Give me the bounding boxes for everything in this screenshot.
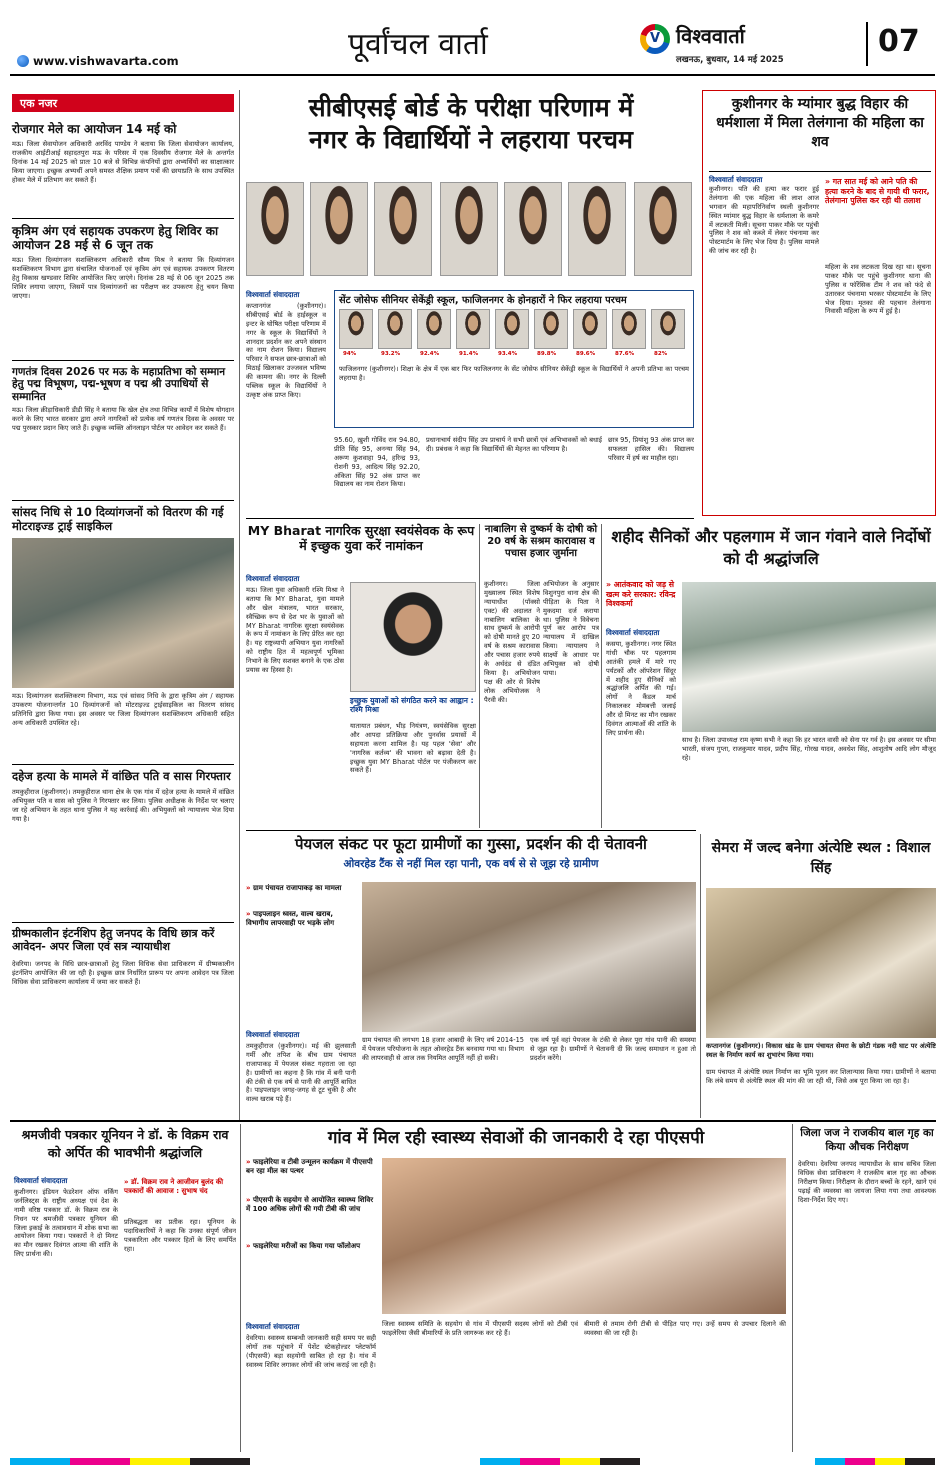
rashmi-mishra-photo bbox=[350, 582, 476, 692]
ek-nazar-column bbox=[12, 94, 234, 1114]
divider bbox=[12, 922, 234, 923]
student-photo bbox=[339, 309, 373, 349]
column-divider bbox=[239, 90, 240, 1120]
divider bbox=[12, 360, 234, 361]
brand-name: विश्ववार्ता bbox=[676, 24, 745, 48]
globe-icon bbox=[17, 55, 29, 67]
semra-body: ग्राम पंचायत में अंत्येष्टि स्थल निर्माण का भूमि पूजन कर शिलान्यास किया गया। ग्रामीणों ने बताया कि लंबे समय से अंत्येष्टि स्थल की मांग की जा रही थी, जिसे अब पूरा किया जा रहा है। bbox=[706, 1068, 936, 1085]
divider bbox=[10, 1120, 936, 1122]
shaheed-body2: साथ है। जिला उपाध्यक्ष राम कृष्ण सभी ने कहा कि हर भारत वासी को सेना पर गर्व है। इस अवसर पर सीमा भारती, संजय गुप्ता, राजकुमार यादव, प्रदीप सिंह, गोरख यादव, अवधेश सिंह, आशुतोष आदि लोग मौजूद रहे। bbox=[682, 736, 936, 762]
divider bbox=[12, 764, 234, 765]
peyjal-headline: पेयजल संकट पर फूटा ग्रामीणों का गुस्सा, प्रदर्शन की दी चेतावनी bbox=[295, 835, 647, 853]
peyjal-bullet-2: » पाइपलाइन ध्वस्त, वाल्व खराब, विभागीय लापरवाही पर भड़के लोग bbox=[246, 910, 356, 928]
ek-nazar-tag: एक नजर bbox=[12, 94, 234, 112]
city-date: लखनऊ, बुधवार, 14 मई 2025 bbox=[676, 55, 784, 65]
website-url[interactable]: www.vishwavarta.com bbox=[33, 54, 179, 68]
brand-logo-icon: V bbox=[640, 24, 670, 54]
shramjeevi-headline: श्रमजीवी पत्रकार यूनियन ने डॉ. के विक्रम राव को अर्पित की भावभीनी श्रद्धांजलि bbox=[21, 1127, 229, 1160]
pss-body: देवरिया। स्वास्थ्य सम्बन्धी जानकारी सही समय पर सही लोगों तक पहुंचाने में पेशेंट स्टेकहोल्डर प्लेटफॉर्म (पीएसपी) बड़ा सहयोगी साबित हो रहा है। गांव में स्वास्थ्य शिविर लगाकर लोगों की जांच कराई जा रही है। bbox=[246, 1334, 376, 1369]
shramjeevi-pull-quote: » डॉ. विक्रम राव ने आजीवन बुलंद की पत्रकारों की आवाज : सुभाष चंद bbox=[124, 1178, 236, 1196]
registration-bar-magenta bbox=[520, 1458, 560, 1465]
semra-caption: कप्तानगंज (कुशीनगर)। विकास खंड के ग्राम पंचायत सेमरा के छोटी गंडक नदी घाट पर अंत्येष्टि स्थल के निर्माण कार्य का शुभारंभ किया गया। bbox=[706, 1042, 936, 1059]
pss-headline: गांव में मिल रही स्वास्थ्य सेवाओं की जानकारी दे रहा पीएसपी bbox=[327, 1128, 705, 1148]
pss-bullet-3: » फाइलेरिया मरीजों का किया गया फॉलोअप bbox=[246, 1242, 376, 1251]
kushinagar-pull-quote: » गत सात मई को आने पति की हत्या करने के बाद से गायी थी फरार, तेलंगाना पुलिस कर रही थी तलाश bbox=[825, 177, 931, 206]
nabalig-body: कुशीनगर। जिला मुख्यालय स्थित विशेष न्यायाधीश (पॉक्सो एक्ट) की अदालत ने नाबालिग बालिका के साथ दुष्कर्म के आरोपी को दोषी मानते हुए 20 वर्ष के सश्रम कारावास और पचास हजार रुपये के अर्थदंड से दंडित किया है। अभियोजन पक्ष की ओर से विशेष लोक अभियोजक ने पैरवी की। bbox=[484, 580, 540, 704]
header-rule bbox=[10, 74, 935, 76]
kushinagar-byline: विश्ववार्ता संवाददाता bbox=[709, 175, 763, 184]
student-photo bbox=[504, 182, 562, 276]
mybharat-caption: इच्छुक युवाओं को संगठित करने का आह्वान : रश्मि मिश्रा bbox=[350, 696, 474, 715]
registration-bar-yellow bbox=[875, 1458, 905, 1465]
student-portraits bbox=[246, 182, 696, 282]
registration-bar-black bbox=[190, 1458, 250, 1465]
fazilnagar-inset bbox=[334, 290, 694, 428]
kushinagar-body: कुशीनगर। पति की हत्या कर फरार हुई तेलंगाना की एक महिला की लाश आज भगवान की महापरिनिर्वाण स्थली कुशीनगर स्थित म्यांमार बुद्ध विहार के धर्मशाला के कमरे में लटकती मिली। सूचना पाकर मौके पर पहुंची पुलिस ने शव को कब्जे में लेकर पंचनामा कर पोस्टमार्टम के लिए भेज दिया है। पुलिस मामले की जांच कर रही है। bbox=[709, 185, 819, 256]
peyjal-byline: विश्ववार्ता संवाददाता bbox=[246, 1030, 300, 1039]
page-separator bbox=[866, 22, 868, 66]
pss-col2: जिला स्वास्थ्य समिति के सहयोग से गांव में पीएसपी सदस्य लोगों को टीबी एवं फाइलेरिया जैसी बीमारियों के प्रति जागरूक कर रहे हैं। bbox=[382, 1320, 578, 1337]
item-title-5: दहेज हत्या के मामले में वांछित पति व सास गिरफ्तार bbox=[12, 769, 231, 783]
peyjal-col3: एक वर्ष पूर्व वहां पेयजल के टंकी से लेकर पूरा गांव पानी की समस्या से जूझ रहा है। ग्रामीणों ने चेतावनी दी कि जल्द समाधान न हुआ तो प्रदर्शन करेंगे। bbox=[530, 1036, 696, 1062]
divider bbox=[709, 171, 931, 172]
student-photo bbox=[440, 182, 498, 276]
divider bbox=[12, 500, 234, 501]
item-body-5: तमकुहीराज (कुशीनगर)। तमकुहीराज थाना क्षेत्र के एक गांव में दहेज हत्या के मामले में वांछित अभियुक्त पति व सास को पुलिस ने गिरफ्तार कर लिया। पुलिस अधीक्षक के निर्देश पर चलाए जा रहे अभियान के तहत थाना पुलिस ने यह कार्रवाई की। अभियुक्तों को न्यायालय भेज दिया गया है। bbox=[12, 788, 234, 823]
student-photo bbox=[495, 309, 529, 349]
inset-body: फाजिलनगर (कुशीनगर)। शिक्षा के क्षेत्र में एक बार फिर फाजिलनगर के सेंट जोसेफ सीनियर सेकेंड्री स्कूल के विद्यार्थियों ने अपनी प्रतिभा का परचम लहराया है। bbox=[339, 365, 689, 382]
column-divider bbox=[601, 524, 602, 828]
nabalig-col2: अभियोजन के अनुसार विशुनपुरा थाना क्षेत्र की पीड़िता के पिता ने मुकदमा दर्ज कराया था। पुलिस ने विवेचना पूर्ण कर आरोप पत्र न्यायालय में दाखिल किया। न्यायालय ने साक्ष्यों के आधार पर अभियुक्त को दोषी पाया। bbox=[543, 580, 599, 677]
pss-byline: विश्ववार्ता संवाददाता bbox=[246, 1322, 300, 1331]
divider bbox=[246, 830, 696, 831]
zilajaj-body: देवरिया। देवरिया जनपद न्यायाधीश के साथ सचिव जिला विधिक सेवा प्राधिकरण ने राजकीय बाल गृह का औचक निरीक्षण किया। निरीक्षण के दौरान बच्चों के रहने, खाने एवं पढ़ाई की व्यवस्था का जायजा लिया गया तथा आवश्यक दिशा-निर्देश दिए गए। bbox=[798, 1160, 936, 1204]
student-photo bbox=[456, 309, 490, 349]
mybharat-headline: MY Bharat नागरिक सुरक्षा स्वयंसेवक के रूप में इच्छुक युवा करें नामांकन bbox=[247, 523, 475, 553]
student-photo bbox=[568, 182, 626, 276]
student-photo bbox=[310, 182, 368, 276]
shaheed-body: कसया, कुशीनगर। नगर स्थित गांधी चौक पर पहलगाम आतंकी हमले में मारे गए पर्यटकों और ऑपरेशन सिंदूर में शहीद हुए सैनिकों को श्रद्धांजलि अर्पित की गई। लोगों ने कैंडल मार्च निकालकर मोमबत्ती जलाई और दो मिनट का मौन रखकर दिवंगत आत्माओं की शांति के लिए प्रार्थना की। bbox=[606, 640, 676, 737]
peyjal-subheadline: ओवरहेड टैंक से नहीं मिल रहा पानी, एक वर्ष से से जूझ रहे ग्रामीण bbox=[343, 858, 599, 870]
column-divider bbox=[700, 834, 701, 1118]
item-body-3: मऊ। जिला क्रीड़ाधिकारी डीडी सिंह ने बताया कि खेल क्षेत्र तथा विभिन्न कार्यों में विशेष योगदान करने के लिए भारत सरकार द्वारा अपने नागरिकों को प्रत्येक वर्ष गणतंत्र दिवस के अवसर पर पद्म पुरस्कार प्रदान किए जाते हैं। इच्छुक व्यक्ति ऑनलाइन पोर्टल पर आवेदन कर सकते हैं। bbox=[12, 406, 234, 432]
candle-march-photo bbox=[682, 582, 936, 732]
lead-headline bbox=[246, 92, 696, 156]
item-title-3: गणतंत्र दिवस 2026 पर मऊ के महाप्रतिभा को सम्मान हेतु पद्म विभूषण, पद्म-भूषण व पद्म श्री उपाधियों से सम्मानित bbox=[12, 366, 226, 403]
student-photo bbox=[573, 309, 607, 349]
shaheed-pull-quote: » आतंकवाद को जड़ से खत्म करे सरकार: रविन्द्र विश्वकर्मा bbox=[606, 580, 676, 609]
registration-bar-cyan bbox=[10, 1458, 70, 1465]
registration-bar-cyan bbox=[815, 1458, 845, 1465]
item-body-4: मऊ। दिव्यांगजन सशक्तिकरण विभाग, मऊ एवं सांसद निधि के द्वारा कृत्रिम अंग / सहायक उपकरण योजनान्तर्गत 10 दिव्यांगजनों को मोटराइज्ड ट्राईसाइकिल का वितरण सांसद प्रतिनिधि द्वारा किया गया। इस अवसर पर जिला दिव्यांगजन सशक्तिकरण अधिकारी सहित अन्य अधिकारी उपस्थित रहे। bbox=[12, 692, 234, 727]
mybharat-body: मऊ। जिला युवा अधिकारी रश्मि मिश्रा ने बताया कि MY Bharat, युवा मामले और खेल मंत्रालय, भारत सरकार, स्वैच्छिक रूप से देश भर के युवाओं को MY Bharat नागरिक सुरक्षा स्वयंसेवक के रूप में नामांकन के लिए प्रेरित कर रहा है। यह राष्ट्रव्यापी अभियान युवा नागरिकों को राष्ट्रीय हित में महत्वपूर्ण भूमिका निभाने के लिए सशक्त बनाने के एक ठोस प्रयास का हिस्सा है। bbox=[246, 586, 344, 675]
lead-byline: विश्ववार्ता संवाददाता bbox=[246, 290, 300, 299]
divider bbox=[12, 218, 234, 219]
lead-headline-line2: नगर के विद्यार्थियों ने लहराया परचम bbox=[309, 125, 633, 154]
column-divider bbox=[240, 1124, 241, 1452]
item-title-1: रोजगार मेले का आयोजन 14 मई को bbox=[12, 122, 177, 136]
student-photo bbox=[651, 309, 685, 349]
header bbox=[0, 0, 945, 76]
shramjeevi-col2: प्रतिबद्धता का प्रतीक रहा। यूनियन के पदाधिकारियों ने कहा कि उनका संपूर्ण जीवन पत्रकारिता और पत्रकार हितों के लिए समर्पित रहा। bbox=[124, 1218, 236, 1253]
villagers-protest-photo bbox=[362, 882, 696, 1032]
inset-scores: 94% 93.2% 92.4% 91.4% 93.4% 89.8% 89.6% 87.6% 82% bbox=[343, 351, 668, 357]
lead-headline-line1: सीबीएसई बोर्ड के परीक्षा परिणाम में bbox=[308, 93, 634, 122]
registration-bar-cyan bbox=[480, 1458, 520, 1465]
registration-bar-magenta bbox=[845, 1458, 875, 1465]
registration-bar-black bbox=[905, 1458, 935, 1465]
kushinagar-box bbox=[702, 90, 936, 516]
registration-bar-black bbox=[600, 1458, 640, 1465]
item-title-6: ग्रीष्मकालीन इंटर्नशिप हेतु जनपद के विधि छात्र करें आवेदन- अपर जिला एवं सत्र न्यायाधीश bbox=[12, 927, 215, 953]
registration-bar-yellow bbox=[130, 1458, 190, 1465]
lead-col4: छात्र 95, प्रियांशु 93 अंक प्राप्त कर सफलता हासिल की। विद्यालय परिवार में हर्ष का माहौल रहा। bbox=[608, 436, 694, 462]
health-camp-photo bbox=[382, 1158, 786, 1314]
peyjal-col2: ग्राम पंचायत की लगभग 18 हजार आबादी के लिए वर्ष 2014-15 में पेयजल परियोजना के तहत ओवरहेड टैंक बनवाया गया था। विभाग की लापरवाही से आज तक नियमित आपूर्ति नहीं हो सकी। bbox=[362, 1036, 524, 1062]
item-body-2: मऊ। जिला दिव्यांगजन सशक्तिकरण अधिकारी सौम्य मिश्र ने बताया कि दिव्यांगजन सशक्तिकरण विभाग द्वारा संचालित योजनाओं एवं कृत्रिम अंग एवं सहायक उपकरण वितरण हेतु विकास खण्डवार शिविर आयोजित किए जाएंगे। दिनांक 28 मई से 06 जून 2025 तक शिविर लगाया जाएगा, जिसमें पात्र दिव्यांगजनों का परीक्षण कर उपकरण हेतु चयन किया जाएगा। bbox=[12, 256, 234, 300]
item-title-2: कृत्रिम अंग एवं सहायक उपकरण हेतु शिविर का आयोजन 28 मई से 6 जून तक bbox=[12, 224, 219, 253]
shaheed-headline: शहीद सैनिकों और पहलगाम में जान गंवाने वाले निर्दोषों को दी श्रद्धांजलि bbox=[611, 527, 931, 568]
section-title: पूर्वांचल वार्ता bbox=[348, 27, 488, 62]
mybharat-byline: विश्ववार्ता संवाददाता bbox=[246, 574, 300, 583]
tricycle-distribution-photo bbox=[12, 538, 234, 688]
item-body-1: मऊ। जिला सेवायोजन अधिकारी अरविंद पाण्डेय ने बताया कि जिला सेवायोजन कार्यालय, राजकीय आईटीआई सहादतपुरा मऊ के परिसर में एक दिवसीय रोजगार मेले के अन्तर्गत दिनांक 14 मई 2025 को प्रातः 10 बजे से विभिन्न कंपनियों द्वारा अभ्यर्थियों का साक्षात्कार किया जाएगा। इच्छुक अभ्यर्थी अपने समस्त शैक्षिक प्रमाण पत्रों की छायाप्रति के साथ उपस्थित होकर मेले में प्रतिभाग कर सकते हैं। bbox=[12, 140, 234, 184]
peyjal-bullet-1: » ग्राम पंचायत राजापाकड़ का मामला bbox=[246, 884, 356, 893]
mybharat-col2: यातायात प्रबंधन, भीड़ नियंत्रण, स्वयंसेविक सुरक्षा और आपदा प्रतिक्रिया और पुनर्वास प्रयासों में सहायता करना शामिल है। यह पहल 'सेवा' और 'नागरिक कर्तव्य' की भावना को बढ़ावा देती है। इच्छुक युवा MY Bharat पोर्टल पर पंजीकरण कर सकते हैं। bbox=[350, 722, 476, 775]
divider bbox=[246, 518, 694, 519]
column-divider bbox=[792, 1124, 793, 1452]
shramjeevi-byline: विश्ववार्ता संवाददाता bbox=[14, 1176, 68, 1185]
lead-col2: 95.60, ख़ुशी गोविंद राव 94.80, प्रीति सिंह 95, अनन्या सिंह 94, अरूण कुशवाहा 94, हरिन्द्र 93, रोशनी 93, आदित्य सिंह 92.20, अंकिता सिंह 92 अंक प्राप्त कर विद्यालय का नाम रोशन किया। bbox=[334, 436, 420, 489]
student-photo bbox=[378, 309, 412, 349]
student-photo bbox=[534, 309, 568, 349]
semra-headline: सेमरा में जल्द बनेगा अंत्येष्टि स्थल : विशाल सिंह bbox=[711, 840, 931, 877]
pss-col3: बीमारी से तमाम रोगी टीबी से पीड़ित पाए गए। उन्हें समय से उपचार दिलाने की व्यवस्था की जा रही है। bbox=[584, 1320, 786, 1337]
registration-bar-magenta bbox=[70, 1458, 130, 1465]
column-divider bbox=[479, 524, 480, 828]
pss-bullet-2: » पीएसपी के सहयोग से आयोजित स्वास्थ्य शिविर में 100 अधिक लोगों की गयी टीबी की जांच bbox=[246, 1196, 376, 1214]
lead-col3: प्रधानाचार्य संदीप सिंह उप प्राचार्य ने सभी छात्रों एवं अभिभावकों को बधाई दी। प्रबंधक ने कहा कि विद्यार्थियों की मेहनत का परिणाम है। bbox=[426, 436, 602, 453]
kushinagar-headline: कुशीनगर के म्यांमार बुद्ध विहार की धर्मशाला में मिला तेलंगाना की महिला का शव bbox=[716, 96, 924, 150]
student-photo bbox=[417, 309, 451, 349]
pss-bullet-1: » फाइलेरिया व टीबी उन्मूलन कार्यक्रम में पीएसपी बन रहा मील का पत्थर bbox=[246, 1158, 376, 1176]
shramjeevi-body: कुशीनगर। इंडियन फेडरेशन ऑफ वर्किंग जर्नलिस्ट्स के राष्ट्रीय अध्यक्ष एवं देश के नामी वरिष्ठ पत्रकार डॉ. के विक्रम राव के निधन पर श्रमजीवी पत्रकार यूनियन की जिला इकाई के तत्वावधान में शोक सभा का आयोजन किया गया। पत्रकारों ने दो मिनट का मौन रखकर दिवंगत आत्मा की शांति के लिए प्रार्थना की। bbox=[14, 1188, 118, 1259]
student-photo bbox=[634, 182, 692, 276]
shaheed-byline: विश्ववार्ता संवाददाता bbox=[606, 628, 660, 637]
student-photo bbox=[612, 309, 646, 349]
nabalig-headline: नाबालिग से दुष्कर्म के दोषी को 20 वर्ष के सश्रम कारावास व पचास हजार जुर्माना bbox=[484, 524, 598, 559]
item-title-4: सांसद निधि से 10 दिव्यांगजनों को वितरण की गई मोटराइज्ड ट्राई साइकिल bbox=[12, 505, 224, 533]
student-photo bbox=[246, 182, 304, 276]
zilajaj-headline: जिला जज ने राजकीय बाल गृह का किया औचक निरीक्षण bbox=[800, 1127, 934, 1154]
lead-body: कप्तानगंज (कुशीनगर)। सीबीएसई बोर्ड के हाईस्कूल व इन्टर के घोषित परीक्षा परिणाम में नगर के स्कूल के विद्यार्थियों ने शानदार प्रदर्शन कर अपने संस्थान का नाम रोशन किया। विद्यालय परिवार ने सफल छात्र-छात्राओं को मिठाई खिलाकर उज्जवल भविष्य की कामना की। नगर के दिल्ली पब्लिक स्कूल के विद्यार्थियों ने उत्कृष्ट अंक प्राप्त किए। bbox=[246, 302, 326, 399]
student-photo bbox=[374, 182, 432, 276]
peyjal-body: तमकुहीराज (कुशीनगर)। मई की झुलसाती गर्मी और तपिश के बीच ग्राम पंचायत राजापाकड़ में पेयजल संकट गहराता जा रहा है। ग्रामीणों का कहना है कि गांव में बनी पानी की टंकी से एक वर्ष से पानी की आपूर्ति बाधित है। पाइपलाइन जगह-जगह से टूट चुकी है और वाल्व खराब पड़े हैं। bbox=[246, 1042, 356, 1104]
kushinagar-body2: महिला के शव लटकता दिख रहा था। सूचना पाकर मौके पर पहुंचे कुशीनगर थाना की पुलिस व फॉरेंसिक टीम ने शव को फंदे से उतारकर पंचनामा भरकर पोस्टमार्टम के लिए भेज दिया। मृतका की पहचान तेलंगाना निवासी महिला के रूप में हुई है। bbox=[825, 263, 931, 316]
inset-title: सेंट जोसेफ सीनियर सेकेंड्री स्कूल, फाजिलनगर के होनहारों ने फिर लहराया परचम bbox=[339, 295, 627, 306]
registration-bar-yellow bbox=[560, 1458, 600, 1465]
item-body-6: देवरिया। जनपद के विधि छात्र-छात्राओं हेतु जिला विधिक सेवा प्राधिकरण में ग्रीष्मकालीन इंटर्नशिप आयोजित की जा रही है। इच्छुक छात्र निर्धारित प्रारूप पर अपना आवेदन पत्र जिला विधिक सेवा प्राधिकरण कार्यालय में जमा कर सकते हैं। bbox=[12, 960, 234, 986]
semra-ceremony-photo bbox=[706, 888, 936, 1038]
page-number: 07 bbox=[878, 24, 920, 59]
